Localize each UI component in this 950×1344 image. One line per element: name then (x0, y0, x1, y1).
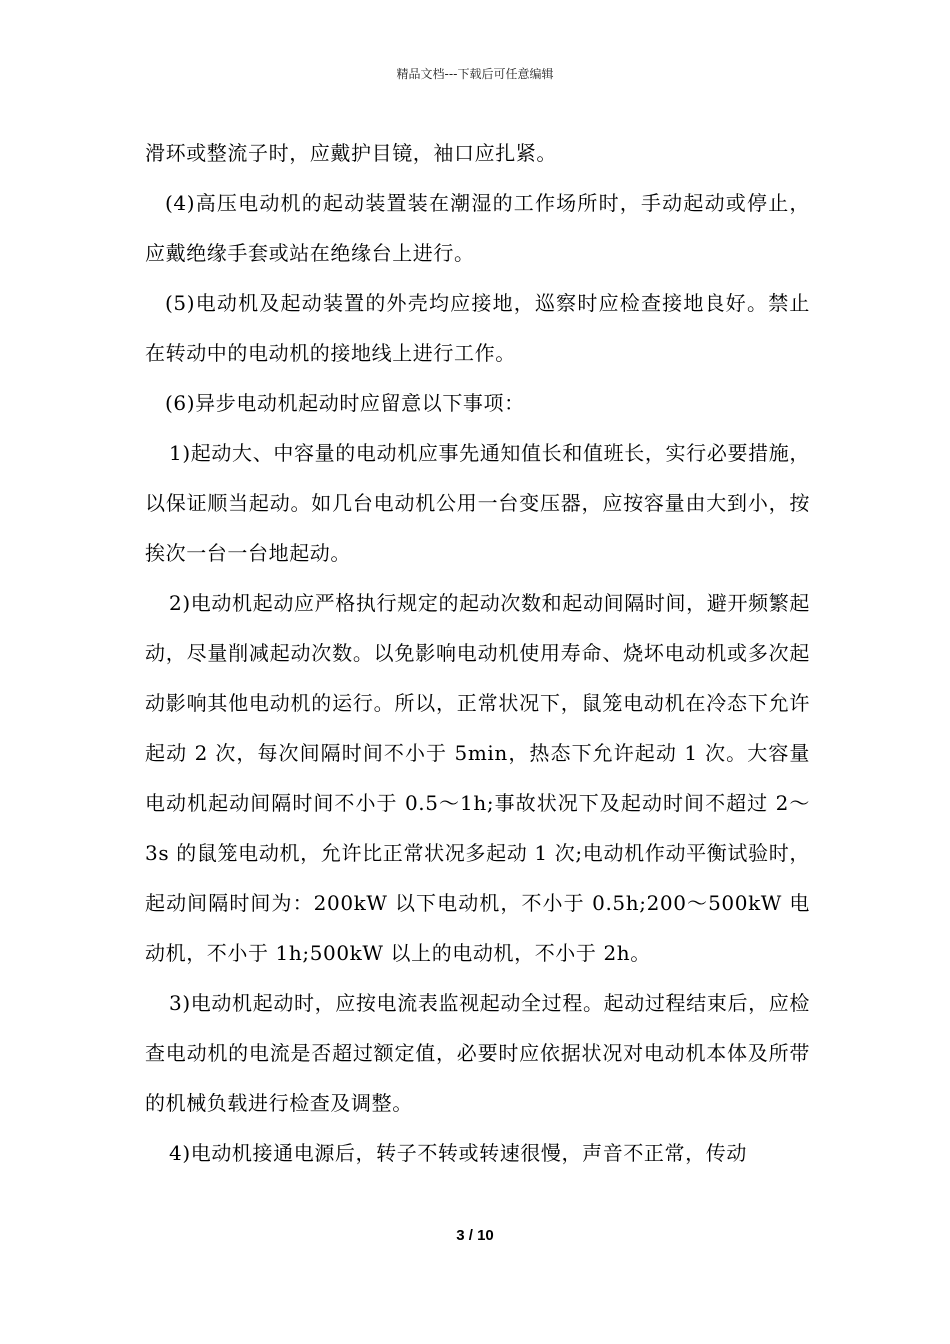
page-number: 3 / 10 (456, 1227, 494, 1244)
page-header: 精品文档---下载后可任意编辑 (396, 67, 554, 81)
paragraph-item-4: (4)高压电动机的起动装置装在潮湿的工作场所时，手动起动或停止，应戴绝缘手套或站在绝缘台上进行。 (145, 191, 810, 265)
paragraph-item-5: (5)电动机及起动装置的外壳均应接地，巡察时应检查接地良好。禁止在转动中的电动机的接地线上进行工作。 (145, 291, 810, 365)
document-body (145, 128, 810, 1178)
paragraph-subitem-2: 2)电动机起动应严格执行规定的起动次数和起动间隔时间，避开频繁起动，尽量削减起动次数。以免影响电动机使用寿命、烧坏电动机或多次起动影响其他电动机的运行。所以，正常状况下，鼠笼电动机在冷态下允许起动 2 次，每次间隔时间不小于 5min，热态下允许起动 1 次。大容量电动机起动间隔时间不小于 0.5～1h;事故状况下及起动时间不超过 2～3s 的鼠笼电动机，允许比正常状况多起动 1 次;电动机作动平衡试验时，起动间隔时间为：200kW 以下电动机，不小于 0.5h;200～500kW 电动机，不小于 1h;500kW 以上的电动机，不小于 2h。 (145, 591, 810, 965)
paragraph-subitem-1: 1)起动大、中容量的电动机应事先通知值长和值班长，实行必要措施，以保证顺当起动。如几台电动机公用一台变压器，应按容量由大到小，按挨次一台一台地起动。 (145, 441, 810, 565)
paragraph-subitem-4: 4)电动机接通电源后，转子不转或转速很慢，声音不正常，传动 (169, 1141, 747, 1165)
paragraph-item-6: (6)异步电动机起动时应留意以下事项： (165, 391, 525, 415)
paragraph-subitem-3: 3)电动机起动时，应按电流表监视起动全过程。起动过程结束后，应检查电动机的电流是否超过额定值，必要时应依据状况对电动机本体及所带的机械负载进行检查及调整。 (145, 991, 810, 1115)
paragraph-continuation: 滑环或整流子时，应戴护目镜，袖口应扎紧。 (145, 141, 557, 165)
